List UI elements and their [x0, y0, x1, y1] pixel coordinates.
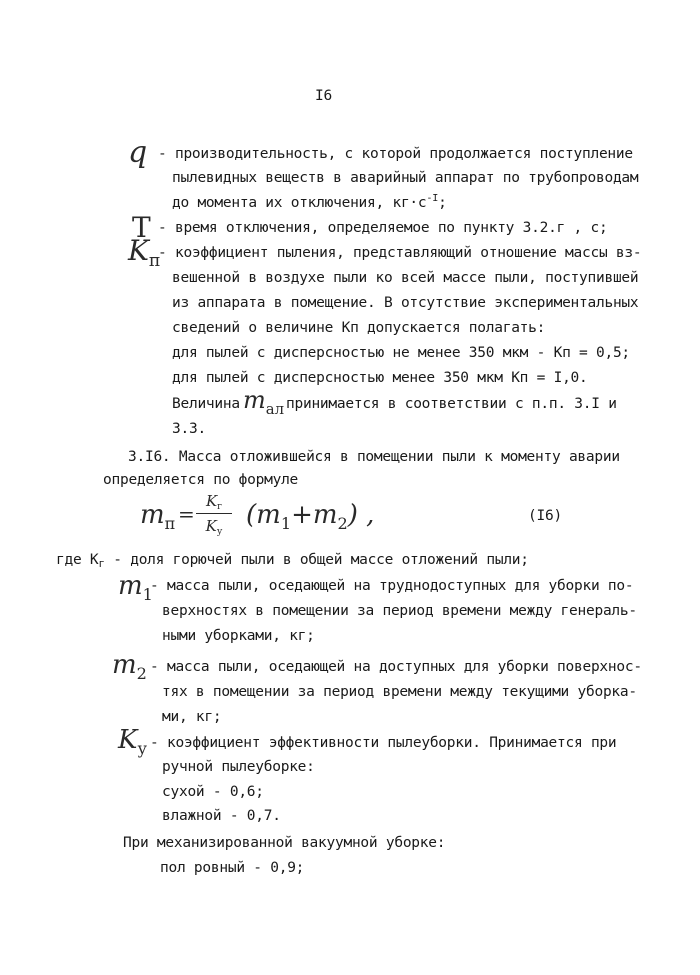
symbol-m2-main: m [112, 650, 137, 680]
q-def-line-3 [172, 193, 447, 215]
symbol-ky [118, 725, 147, 758]
kp-def-line-1: - коэффициент пыления, представляющий отношение массы вз- [158, 245, 642, 261]
fraction-bar [196, 513, 232, 514]
kp-def-line-4: сведений о величине Кп допускается полагать: [172, 320, 546, 336]
kg-prefix: где К [56, 552, 99, 568]
q-def-semicolon: ; [438, 195, 447, 211]
q-def-line-2: пылевидных веществ в аварийный аппарат по трубопроводам [172, 170, 639, 186]
formula-close: ) , [347, 500, 375, 530]
symbol-m1-main: m [118, 571, 143, 601]
symbol-m2-sub: 2 [136, 664, 147, 683]
kg-def-line [56, 550, 529, 571]
m1-def-line-1: - масса пыли, оседающей на труднодоступных для уборки по- [150, 578, 634, 594]
kp-def-line-6: для пылей с дисперсностью менее 350 мкм Кп = I,0. [172, 370, 588, 386]
symbol-t: T [132, 211, 151, 244]
section-3-16-line-2: определяется по формуле [103, 472, 299, 488]
symbol-ky-main: K [118, 725, 138, 755]
formula-numerator [194, 490, 234, 512]
symbol-kp-main: K [128, 234, 149, 267]
symbol-m1-sub: 1 [142, 585, 153, 604]
symbol-kp [128, 234, 161, 271]
symbol-m1 [118, 571, 153, 604]
q-def-line-1: - производительность, с которой продолжается поступление [158, 146, 633, 162]
ky-def-line-4: влажной - 0,7. [162, 808, 281, 824]
formula-m2-sub: 2 [337, 514, 348, 533]
symbol-m-al [243, 386, 285, 418]
symbol-m-al-sub: ал [265, 400, 285, 418]
page-number: I6 [315, 88, 332, 104]
kg-sub: г [98, 557, 105, 570]
t-def-line-1: - время отключения, определяемое по пункту 3.2.г , с; [158, 220, 608, 236]
m2-def-line-3: ми, кг; [162, 709, 222, 725]
formula-16 [140, 488, 560, 540]
q-def-line-3-text: до момента их отключения, кг·с [172, 195, 427, 211]
formula-denominator [194, 515, 234, 537]
formula-paren-m: (m [246, 500, 281, 530]
formula-rhs [246, 500, 375, 533]
symbol-m2 [112, 650, 147, 683]
formula-fraction [194, 490, 234, 537]
kp-def-line-7-end: принимается в соответствии с п.п. 3.I и [286, 396, 617, 412]
formula-equals: = [178, 502, 195, 526]
formula-num-sub: г [217, 501, 223, 512]
symbol-ky-sub: у [137, 739, 147, 758]
m2-def-line-1: - масса пыли, оседающей на доступных для уборки поверхнос- [150, 659, 642, 675]
kp-def-line-7-start: Величина [172, 396, 240, 412]
ky-def-line-2: ручной пылеуборке: [162, 759, 315, 775]
symbol-kp-sub: п [148, 251, 161, 271]
formula-den-main: K [205, 517, 217, 535]
kp-def-line-2: вешенной в воздухе пыли ко всей массе пыли, поступившей [172, 270, 639, 286]
formula-den-sub: у [216, 526, 223, 537]
formula-lhs [140, 500, 176, 533]
section-3-16-line-1: 3.I6. Масса отложившейся в помещении пыли к моменту аварии [128, 449, 620, 465]
formula-number: (I6) [528, 508, 562, 524]
m1-def-line-2: верхностях в помещении за период времени между генераль- [162, 603, 637, 619]
formula-plus-m: +m [291, 500, 338, 530]
m1-def-line-3: ными уборками, кг; [162, 628, 315, 644]
formula-lhs-main: m [140, 500, 165, 530]
symbol-q: q [128, 135, 148, 170]
kg-text: - доля горючей пыли в общей массе отложений пыли; [104, 552, 529, 568]
formula-m1-sub: 1 [280, 514, 292, 533]
m2-def-line-2: тях в помещении за период времени между текущими уборка- [162, 684, 637, 700]
formula-lhs-sub: п [164, 514, 176, 533]
ky-def-line-1: - коэффициент эффективности пылеуборки. Принимается при [150, 735, 617, 751]
symbol-m-al-main: m [243, 386, 266, 414]
mechanized-line-1: При механизированной вакуумной уборке: [123, 835, 446, 851]
ky-def-line-3: сухой - 0,6; [162, 784, 264, 800]
mechanized-line-2: пол ровный - 0,9; [160, 860, 305, 876]
q-def-exponent: -I [426, 193, 439, 204]
kp-def-line-8: 3.3. [172, 421, 206, 437]
kp-def-line-3: из аппарата в помещение. В отсутствие экспериментальных [172, 295, 639, 311]
kp-def-line-5: для пылей с дисперсностью не менее 350 мкм - Кп = 0,5; [172, 345, 630, 361]
formula-num-main: K [205, 492, 218, 510]
